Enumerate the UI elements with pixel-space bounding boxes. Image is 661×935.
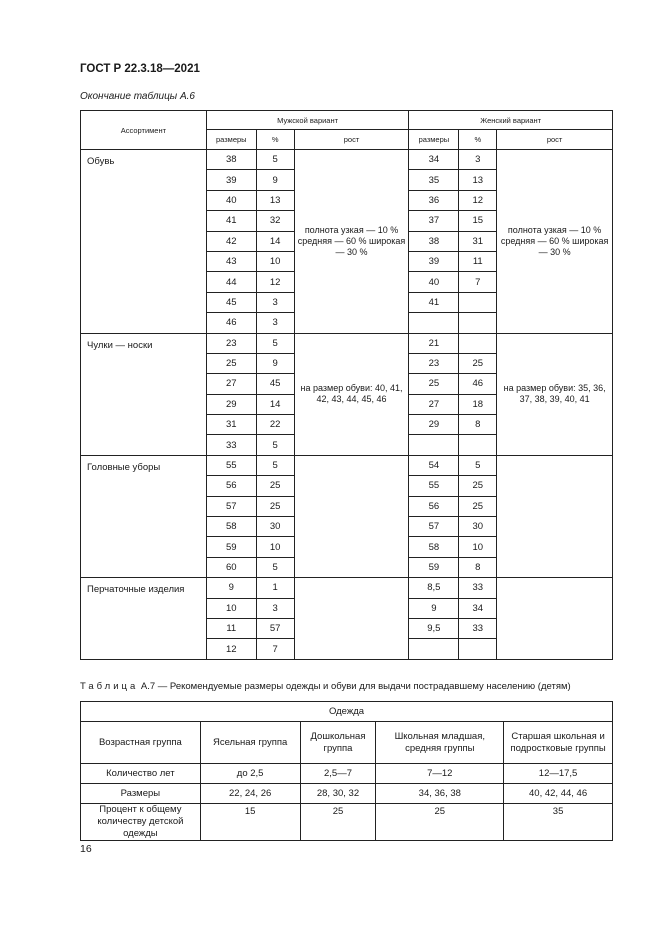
female-percent-cell	[459, 435, 497, 455]
table-row	[81, 150, 613, 170]
table-a6	[80, 110, 613, 660]
female-percent-cell	[459, 639, 497, 659]
female-height-cell: на размер обуви: 35, 36, 37, 38, 39, 40, 41	[497, 333, 613, 455]
female-percent-cell: 10	[459, 537, 497, 557]
table-a7-caption-prefix: Таблица	[80, 681, 139, 692]
male-percent-cell: 9	[256, 353, 294, 373]
male-percent-cell: 22	[256, 415, 294, 435]
female-percent-cell: 12	[459, 190, 497, 210]
male-percent-cell: 9	[256, 170, 294, 190]
male-size-cell: 45	[206, 292, 256, 312]
female-size-cell: 40	[409, 272, 459, 292]
table-cell: 40, 42, 44, 46	[504, 784, 613, 804]
male-size-cell: 39	[206, 170, 256, 190]
male-height-cell: на размер обуви: 40, 41, 42, 43, 44, 45, 46	[294, 333, 409, 455]
female-percent-cell: 25	[459, 353, 497, 373]
row-label-cell: Процент к общему количеству детской одежды	[81, 804, 201, 841]
male-percent-cell: 5	[256, 455, 294, 475]
female-size-cell: 56	[409, 496, 459, 516]
subheader-male-height: рост	[294, 130, 409, 150]
female-size-cell: 37	[409, 211, 459, 231]
female-size-cell	[409, 435, 459, 455]
male-percent-cell: 25	[256, 496, 294, 516]
assortment-cell: Головные уборы	[81, 455, 207, 577]
female-size-cell: 59	[409, 557, 459, 577]
female-size-cell: 54	[409, 455, 459, 475]
female-height-cell: полнота узкая — 10 % средняя — 60 % широкая — 30 %	[497, 150, 613, 334]
assortment-cell: Обувь	[81, 150, 207, 334]
table-cell: 35	[504, 804, 613, 841]
male-percent-cell: 30	[256, 517, 294, 537]
female-percent-cell: 30	[459, 517, 497, 537]
male-percent-cell: 14	[256, 231, 294, 251]
male-size-cell: 43	[206, 251, 256, 271]
table-a7-body	[81, 764, 613, 841]
male-size-cell: 59	[206, 537, 256, 557]
male-percent-cell: 3	[256, 292, 294, 312]
female-size-cell: 9,5	[409, 618, 459, 638]
male-size-cell: 38	[206, 150, 256, 170]
female-percent-cell: 34	[459, 598, 497, 618]
male-size-cell: 11	[206, 618, 256, 638]
subheader-male-percent: %	[256, 130, 294, 150]
female-percent-cell: 33	[459, 618, 497, 638]
male-percent-cell: 5	[256, 150, 294, 170]
table-a7-header-cell: Ясельная группа	[200, 722, 300, 764]
table-a7	[80, 701, 613, 841]
table-row	[81, 455, 613, 475]
female-size-cell: 35	[409, 170, 459, 190]
female-size-cell: 27	[409, 394, 459, 414]
female-percent-cell	[459, 313, 497, 333]
female-size-cell: 8,5	[409, 578, 459, 598]
male-percent-cell: 57	[256, 618, 294, 638]
male-height-cell	[294, 455, 409, 577]
table-row	[81, 804, 613, 841]
female-size-cell: 23	[409, 353, 459, 373]
male-size-cell: 56	[206, 476, 256, 496]
male-height-cell	[294, 578, 409, 660]
document-header: ГОСТ Р 22.3.18—2021	[80, 63, 200, 75]
female-size-cell	[409, 639, 459, 659]
assortment-cell: Чулки — носки	[81, 333, 207, 455]
table-cell: 22, 24, 26	[200, 784, 300, 804]
female-percent-cell: 8	[459, 557, 497, 577]
female-percent-cell	[459, 292, 497, 312]
page-number: 16	[80, 843, 92, 855]
subheader-male-sizes: размеры	[206, 130, 256, 150]
female-size-cell: 29	[409, 415, 459, 435]
female-percent-cell: 15	[459, 211, 497, 231]
table-a7-header-cell: Дошкольная группа	[300, 722, 376, 764]
female-percent-cell: 46	[459, 374, 497, 394]
row-label-cell: Размеры	[81, 784, 201, 804]
male-height-cell: полнота узкая — 10 % средняя — 60 % широкая — 30 %	[294, 150, 409, 334]
male-size-cell: 42	[206, 231, 256, 251]
female-size-cell: 38	[409, 231, 459, 251]
header-male: Мужской вариант	[206, 111, 409, 130]
male-percent-cell: 14	[256, 394, 294, 414]
header-female: Женский вариант	[409, 111, 613, 130]
male-size-cell: 29	[206, 394, 256, 414]
male-size-cell: 27	[206, 374, 256, 394]
male-size-cell: 60	[206, 557, 256, 577]
subheader-female-percent: %	[459, 130, 497, 150]
female-percent-cell: 31	[459, 231, 497, 251]
female-size-cell: 25	[409, 374, 459, 394]
male-percent-cell: 5	[256, 435, 294, 455]
table-row	[81, 784, 613, 804]
subheader-female-sizes: размеры	[409, 130, 459, 150]
female-percent-cell: 8	[459, 415, 497, 435]
male-percent-cell: 1	[256, 578, 294, 598]
female-size-cell	[409, 313, 459, 333]
table-a7-header-cell: Старшая школьная и подростковые группы	[504, 722, 613, 764]
female-percent-cell: 25	[459, 476, 497, 496]
table-a6-caption: Окончание таблицы А.6	[80, 91, 195, 102]
table-cell: 34, 36, 38	[376, 784, 504, 804]
female-percent-cell: 11	[459, 251, 497, 271]
table-a7-caption	[80, 681, 571, 692]
table-cell: 25	[376, 804, 504, 841]
female-height-cell	[497, 455, 613, 577]
female-size-cell: 58	[409, 537, 459, 557]
female-height-cell	[497, 578, 613, 660]
male-percent-cell: 3	[256, 313, 294, 333]
female-size-cell: 9	[409, 598, 459, 618]
male-size-cell: 10	[206, 598, 256, 618]
female-percent-cell: 7	[459, 272, 497, 292]
female-percent-cell: 25	[459, 496, 497, 516]
assortment-cell: Перчаточные изделия	[81, 578, 207, 660]
female-percent-cell: 13	[459, 170, 497, 190]
row-label-cell: Количество лет	[81, 764, 201, 784]
male-size-cell: 57	[206, 496, 256, 516]
table-cell: 25	[300, 804, 376, 841]
male-size-cell: 41	[206, 211, 256, 231]
male-size-cell: 31	[206, 415, 256, 435]
male-percent-cell: 3	[256, 598, 294, 618]
table-cell: 2,5—7	[300, 764, 376, 784]
male-size-cell: 33	[206, 435, 256, 455]
table-row	[81, 578, 613, 598]
table-cell: до 2,5	[200, 764, 300, 784]
male-percent-cell: 12	[256, 272, 294, 292]
male-size-cell: 12	[206, 639, 256, 659]
table-row	[81, 764, 613, 784]
male-size-cell: 55	[206, 455, 256, 475]
header-assortment: Ассортимент	[81, 111, 207, 150]
table-row	[81, 333, 613, 353]
table-a7-header-cell: Возрастная группа	[81, 722, 201, 764]
male-percent-cell: 7	[256, 639, 294, 659]
male-percent-cell: 45	[256, 374, 294, 394]
table-a7-caption-text: А.7 — Рекомендуемые размеры одежды и обуви для выдачи пострадавшему населению (детям)	[138, 681, 571, 692]
female-percent-cell: 33	[459, 578, 497, 598]
male-percent-cell: 5	[256, 333, 294, 353]
male-percent-cell: 32	[256, 211, 294, 231]
female-size-cell: 36	[409, 190, 459, 210]
male-size-cell: 25	[206, 353, 256, 373]
table-a7-header-cell: Школьная младшая, средняя группы	[376, 722, 504, 764]
male-size-cell: 58	[206, 517, 256, 537]
table-a6-body	[81, 150, 613, 660]
female-size-cell: 34	[409, 150, 459, 170]
female-percent-cell: 5	[459, 455, 497, 475]
female-size-cell: 41	[409, 292, 459, 312]
male-percent-cell: 25	[256, 476, 294, 496]
male-percent-cell: 5	[256, 557, 294, 577]
female-percent-cell	[459, 333, 497, 353]
subheader-female-height: рост	[497, 130, 613, 150]
table-cell: 15	[200, 804, 300, 841]
table-a7-section-title: Одежда	[81, 702, 613, 722]
table-cell: 7—12	[376, 764, 504, 784]
table-cell: 28, 30, 32	[300, 784, 376, 804]
female-size-cell: 55	[409, 476, 459, 496]
female-percent-cell: 3	[459, 150, 497, 170]
female-size-cell: 21	[409, 333, 459, 353]
female-percent-cell: 18	[459, 394, 497, 414]
female-size-cell: 57	[409, 517, 459, 537]
male-percent-cell: 10	[256, 251, 294, 271]
male-size-cell: 46	[206, 313, 256, 333]
male-size-cell: 40	[206, 190, 256, 210]
male-percent-cell: 13	[256, 190, 294, 210]
male-size-cell: 44	[206, 272, 256, 292]
male-percent-cell: 10	[256, 537, 294, 557]
male-size-cell: 9	[206, 578, 256, 598]
female-size-cell: 39	[409, 251, 459, 271]
table-cell: 12—17,5	[504, 764, 613, 784]
male-size-cell: 23	[206, 333, 256, 353]
